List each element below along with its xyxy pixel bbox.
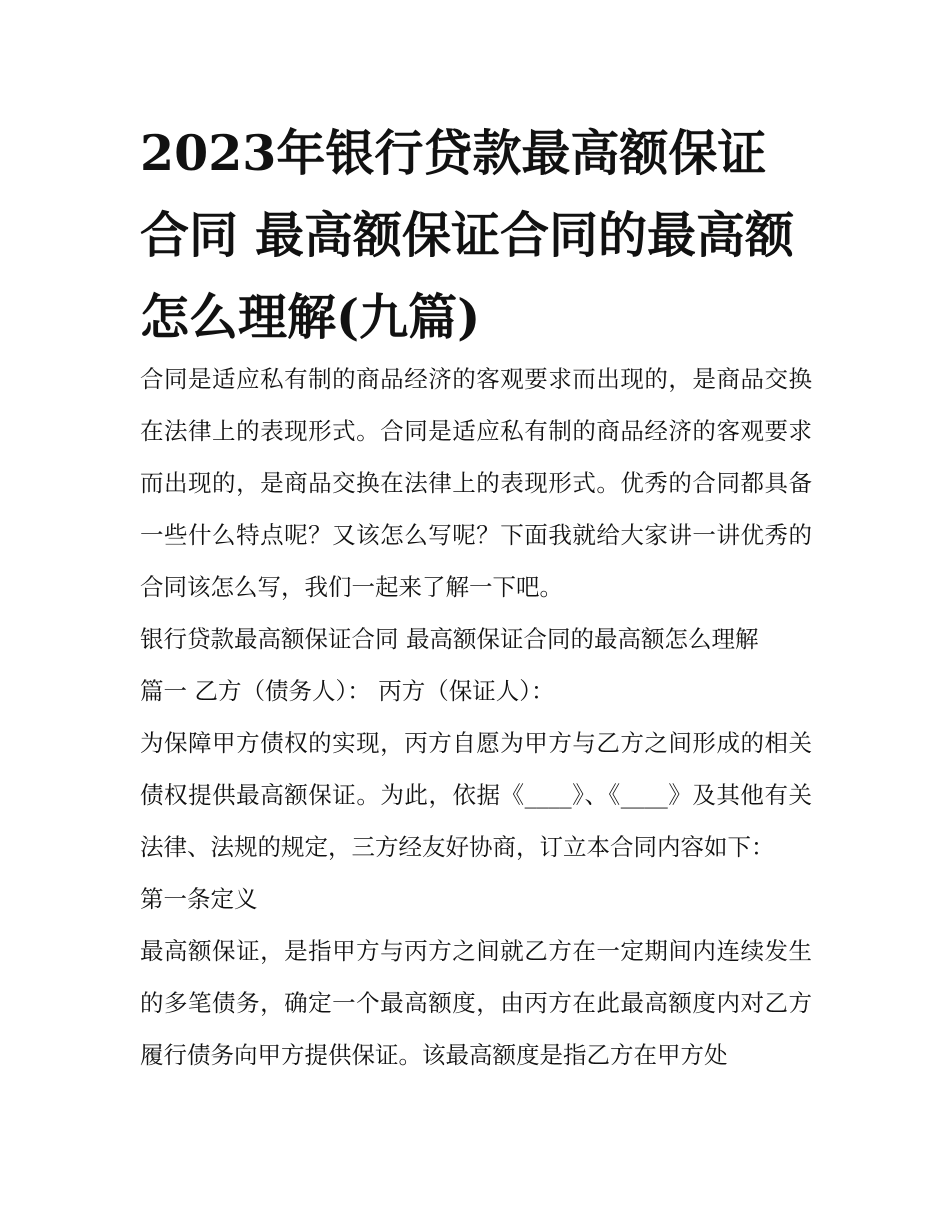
document-body bbox=[140, 353, 812, 1081]
article-heading: 第一条定义 bbox=[140, 885, 258, 913]
subtitle-line: 银行贷款最高额保证合同 最高额保证合同的最高额怎么理解 bbox=[140, 625, 759, 653]
document-title: 2023年银行贷款最高额保证合同 最高额保证合同的最高额怎么理解(九篇) bbox=[140, 124, 795, 346]
purpose-paragraph: 为保障甲方债权的实现，丙方自愿为甲方与乙方之间形成的相关债权提供最高额保证。为此，依据《____》、《____》及其他有关法律、法规的规定，三方经友好协商，订立本合同内容如下： bbox=[140, 729, 812, 861]
intro-paragraph: 合同是适应私有制的商品经济的客观要求而出现的，是商品交换在法律上的表现形式。合同是适应私有制的商品经济的客观要求而出现的，是商品交换在法律上的表现形式。优秀的合同都具备一些什么特点呢？又该怎么写呢？下面我就给大家讲一讲优秀的合同该怎么写，我们一起来了解一下吧。 bbox=[140, 365, 812, 601]
definition-paragraph: 最高额保证，是指甲方与丙方之间就乙方在一定期间内连续发生的多笔债务，确定一个最高额度，由丙方在此最高额度内对乙方履行债务向甲方提供保证。该最高额度是指乙方在甲方处 bbox=[140, 937, 812, 1069]
parties-line: 篇一 乙方（债务人）： 丙方（保证人）： bbox=[140, 677, 555, 705]
